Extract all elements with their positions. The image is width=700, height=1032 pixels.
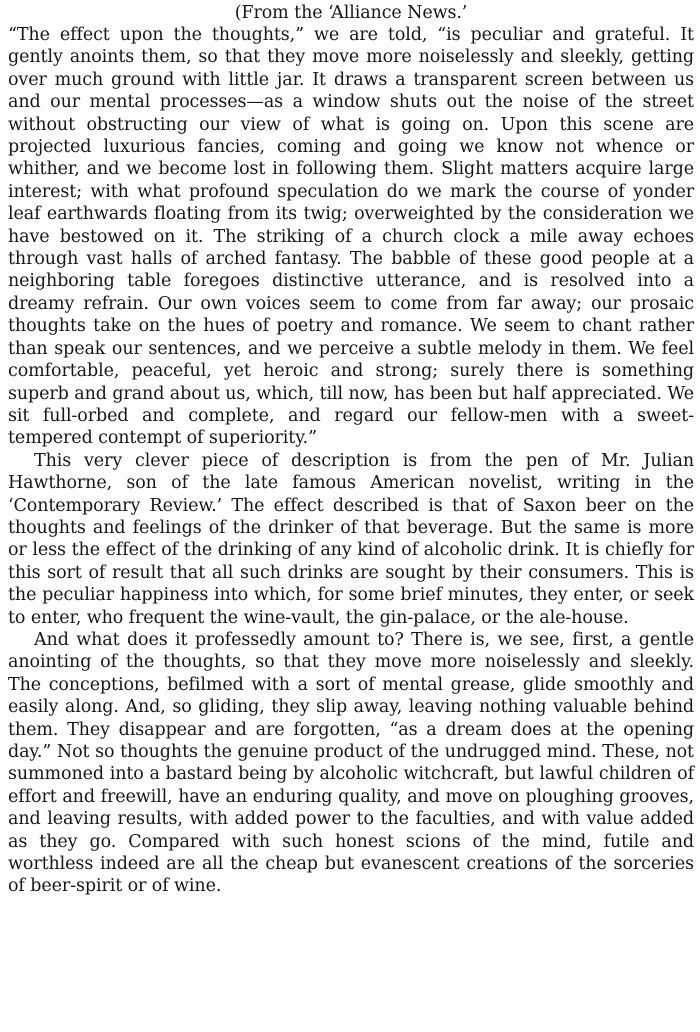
commentary-paragraph: This very clever piece of description is from the pen of Mr. Julian Hawthorne, son of the late famous American novelist, writing in the ‘Contemporary Review.’ The effect described is that of Saxon beer on the thoughts and feelings of the drinker of that beverage. But the same is more or less the effect of the drinking of any kind of alcoholic drink. It is chiefly for this sort of result that all such drinks are sought by their consumers. This is the peculiar happiness into which, for some brief minutes, they enter, or seek to enter, who frequent the wine-vault, the gin-palace, or the ale-house. xyxy=(8,450,694,628)
document-page xyxy=(8,2,694,898)
quoted-paragraph: “The effect upon the thoughts,” we are told, “is peculiar and grateful. It gently anoints them, so that they move more noiselessly and sleekly, getting over much ground with little jar. It draws a transparent screen between us and our mental processes—as a window shuts out the noise of the street without obstructing our view of what is going on. Upon this scene are projected luxurious fancies, coming and going we know not whence or whither, and we become lost in following them. Slight matters acquire large interest; with what profound speculation do we mark the course of yonder leaf earthwards floating from its twig; overweighted by the consideration we have bestowed on it. The striking of a church clock a mile away echoes through vast halls of arched fantasy. The babble of these good people at a neighboring table foregoes distinctive utterance, and is resolved into a dreamy refrain. Our own voices seem to come from far away; our prosaic thoughts take on the hues of poetry and romance. We seem to chant rather than speak our sentences, and we perceive a subtle melody in them. We feel comfortable, peaceful, yet heroic and strong; surely there is something superb and grand about us, which, till now, has been but half appreciated. We sit full-orbed and complete, and regard our fellow-men with a sweet-tempered contempt of superiority.” xyxy=(8,25,694,449)
argument-paragraph: And what does it professedly amount to? There is, we see, first, a gentle anointing of the thoughts, so that they move more noiselessly and sleekly. The conceptions, befilmed with a sort of mental grease, glide smoothly and easily along. And, so gliding, they slip away, leaving nothing valuable behind them. They disappear and are forgotten, “as a dream does at the opening day.” Not so thoughts the genuine product of the undrugged mind. These, not summoned into a bastard being by alcoholic witchcraft, but lawful children of effort and freewill, have an enduring quality, and move on ploughing grooves, and leaving results, with added power to the faculties, and with value added as they go. Compared with such honest scions of the mind, futile and worthless indeed are all the cheap but evanescent creations of the sorceries of beer-spirit or of wine. xyxy=(8,629,694,897)
source-heading: (From the ‘Alliance News.’ xyxy=(234,3,468,23)
